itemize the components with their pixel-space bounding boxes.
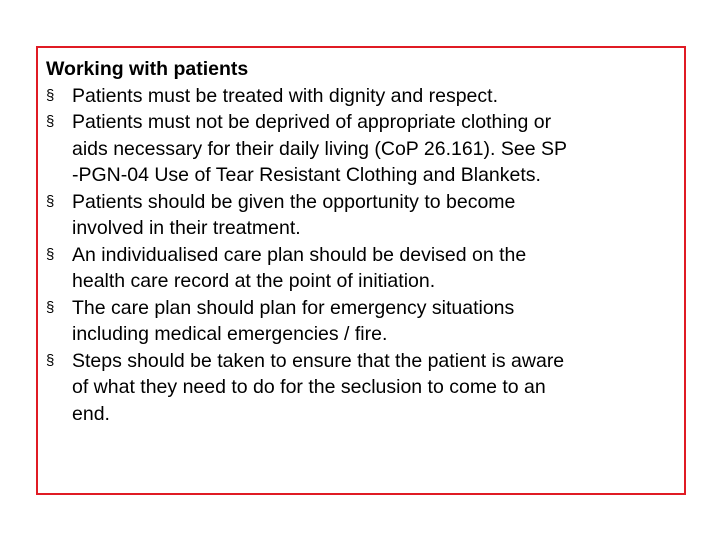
bullet-text-line: An individualised care plan should be devised on the: [72, 243, 527, 266]
list-item: [46, 109, 676, 189]
bullet-text-line: health care record at the point of initiation.: [72, 270, 436, 292]
bullet-icon: §: [46, 113, 55, 130]
list-item: [46, 83, 676, 110]
list-item: [46, 295, 676, 348]
bullet-icon: §: [46, 298, 55, 316]
bullet-icon: §: [46, 245, 55, 263]
list-item: [46, 348, 676, 428]
bullet-list: [46, 83, 676, 428]
bullet-icon: §: [46, 86, 55, 104]
content-frame: [36, 46, 686, 495]
list-item: [46, 242, 676, 295]
bullet-text-line: -PGN-04 Use of Tear Resistant Clothing and Blankets.: [72, 164, 541, 186]
bullet-text-line: Patients must be treated with dignity and respect.: [72, 84, 498, 107]
bullet-icon: §: [46, 351, 55, 369]
bullet-text-line: of what they need to do for the seclusion to come to an: [72, 376, 546, 398]
section-heading: Working with patients: [46, 58, 249, 80]
bullet-icon: §: [46, 192, 55, 210]
bullet-text-line: Steps should be taken to ensure that the patient is aware: [72, 349, 565, 372]
bullet-text-line: involved in their treatment.: [72, 217, 301, 239]
bullet-text-line: Patients should be given the opportunity to become: [72, 190, 516, 213]
text-body: [46, 56, 676, 427]
list-item: [46, 189, 676, 242]
bullet-text-line: Patients must not be deprived of appropriate clothing or: [72, 111, 552, 133]
bullet-text-line: including medical emergencies / fire.: [72, 323, 388, 345]
bullet-text-line: end.: [72, 402, 110, 425]
bullet-text-line: aids necessary for their daily living (CoP 26.161). See SP: [72, 137, 567, 160]
bullet-text-line: The care plan should plan for emergency situations: [72, 296, 515, 319]
